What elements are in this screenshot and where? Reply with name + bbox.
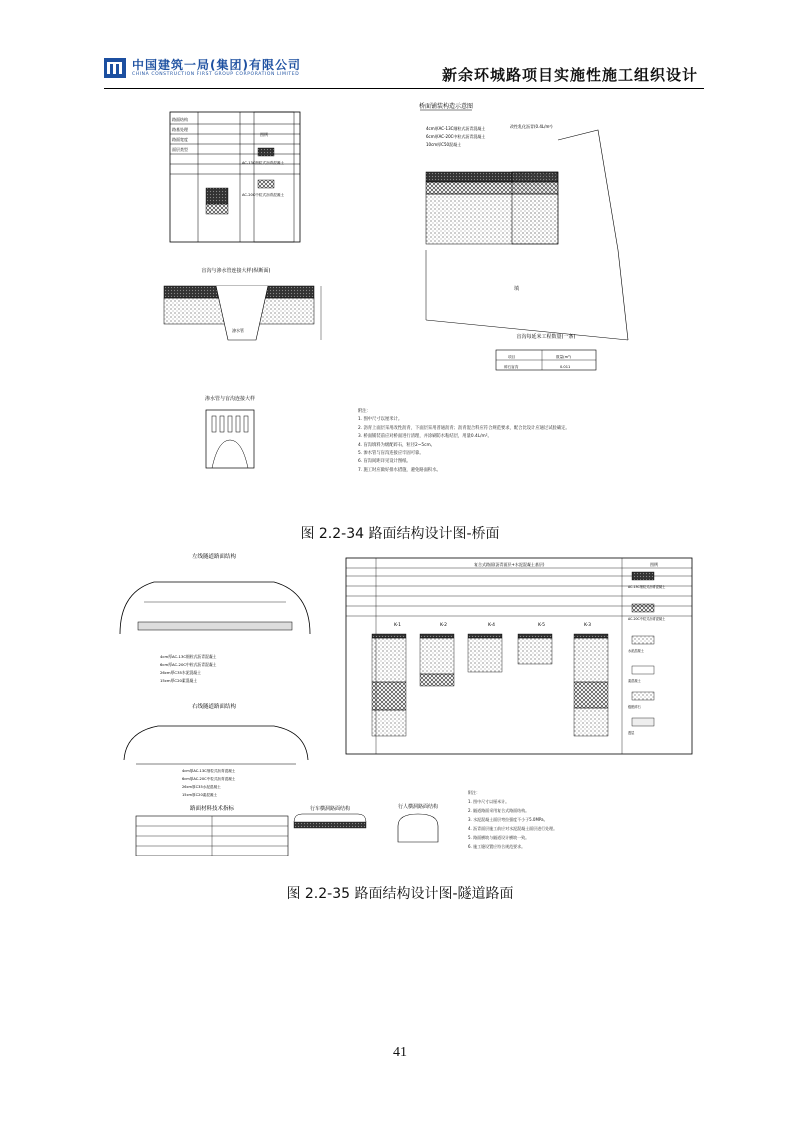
- qty-row-amount: 0.011: [560, 365, 571, 369]
- legend-label: 图例: [260, 132, 268, 137]
- grid-col-3: K-4: [488, 623, 495, 628]
- grid-legend-item-4: 素混凝土: [628, 679, 641, 683]
- qty-row-item: 碎石盲沟: [504, 365, 519, 369]
- page-number: 41: [393, 1045, 407, 1060]
- aggregate-table-title: 路面材料技术指标: [189, 806, 235, 812]
- drain-pipe-title: 渗水管与盲沟连接大样: [204, 396, 256, 402]
- tunnel-layer-2: 6cm厚AC-20C中粒式沥青混凝土: [160, 662, 217, 667]
- note-line: 5. 路面横坡与隧道设计横坡一致。: [468, 835, 530, 840]
- tunnel-detail-layer-3: 26cm厚C35水泥混凝土: [182, 785, 221, 789]
- tunnel-detail-layer-2: 6cm厚AC-20C中粒式沥青混凝土: [182, 777, 236, 781]
- bridge-layer-3: 10cm厚C50混凝土: [426, 142, 462, 147]
- qty-header-amount: 数量(m³): [556, 355, 571, 359]
- tunnel-notes: [468, 788, 698, 851]
- grid-col-5: K-3: [584, 623, 591, 628]
- note-line: 3. 桥面铺装前应对桥面进行清理，并涂刷防水粘结层，用量0.4L/m²。: [358, 434, 492, 440]
- note-line: 3. 水泥混凝土面层弯拉强度不小于5.0MPa。: [468, 817, 548, 822]
- grid-legend-item-3: 水泥混凝土: [628, 649, 644, 653]
- bridge-notes: [358, 408, 680, 475]
- tunnel-layer-4: 15cm厚C20素混凝土: [160, 678, 198, 683]
- tunnel-right-title: 右线隧道路面结构: [191, 704, 237, 710]
- company-name-en: CHINA CONSTRUCTION FIRST GROUP CORPORATION LIMITED: [132, 72, 300, 77]
- note-line: 6. 施工缝设置应符合规范要求。: [468, 844, 526, 849]
- tunnel-layer-1: 4cm厚AC-13C细粒式沥青混凝土: [160, 654, 217, 659]
- grid-col-2: K-2: [440, 623, 447, 628]
- grid-legend-item-5: 级配碎石: [628, 705, 641, 709]
- note-line: 2. 沥青上面层采用改性沥青，下面层采用普通沥青；沥青混合料应符合规范要求，配合比设计应通过试验确定。: [358, 425, 570, 431]
- blind-drain-title: 盲沟与渗水管连接大样(纵断面): [201, 268, 271, 274]
- tunnel-layer-3: 26cm厚C35水泥混凝土: [160, 670, 201, 675]
- grid-col-1: K-1: [394, 623, 401, 628]
- note-line: 5. 渗水管与盲沟连接应牢固可靠。: [358, 451, 424, 457]
- company-logo-icon: [104, 58, 126, 78]
- tunnel-pavement-drawing: [114, 542, 696, 762]
- company-name-cn: 中国建筑一局(集团)有限公司: [132, 58, 301, 72]
- grid-legend-item-2: AC-20C中粒式沥青混凝土: [628, 617, 666, 621]
- note-line: 4. 盲沟填料为级配碎石，粒径2~5cm。: [358, 442, 435, 448]
- tunnel-left-title: 左线隧道路面结构: [191, 554, 237, 560]
- pavement-structure-table: [170, 112, 300, 242]
- bridge-layer-1: 4cm厚AC-13C细粒式沥青混凝土: [426, 126, 486, 131]
- note-line: 4. 沥青面层施工前应对水泥混凝土面层进行处理。: [468, 826, 558, 831]
- figure-caption-tunnel: 图 2.2-35 路面结构设计图-隧道路面: [286, 886, 514, 902]
- note-line: 7. 施工时应做好排水措施，避免路面积水。: [358, 467, 441, 473]
- grid-header: 复合式路面(沥青面层+水泥混凝土基层): [474, 562, 545, 567]
- tunnel-details-drawing: [114, 762, 454, 856]
- bridge-tack-coat: 改性乳化沥青(0.4L/m²): [510, 124, 553, 129]
- grid-legend-item-6: 透层: [628, 731, 635, 735]
- legend-item-1: AC-13C细粒式沥青混凝土: [242, 161, 285, 165]
- table-row-1: 路面结构: [172, 117, 188, 122]
- grid-legend-label: 图例: [650, 562, 658, 567]
- sidewalk-title: 行车横洞路面结构: [309, 806, 351, 812]
- note-line: 1. 图中尺寸以厘米计。: [468, 799, 510, 804]
- document-title: 新余环城路项目实施性施工组织设计: [441, 66, 698, 84]
- page-header: [104, 52, 704, 89]
- grid-legend-item-1: AC-13C细粒式沥青混凝土: [628, 585, 666, 589]
- tunnel-detail-layer-4: 15cm厚C20素混凝土: [182, 793, 218, 797]
- note-line: 1. 图中尺寸以厘米计。: [358, 417, 403, 423]
- bridge-deck-title: 桥面铺装构造示意图: [418, 103, 474, 110]
- svg-text:填: 填: [514, 286, 520, 292]
- ped-title: 行人横洞路面结构: [397, 804, 439, 810]
- table-row-4: 面层类型: [172, 147, 188, 152]
- table-row-2: 路基处理: [172, 127, 188, 132]
- note-line: 2. 隧道路面采用复合式路面结构。: [468, 808, 530, 813]
- table-row-3: 路面宽度: [172, 137, 188, 142]
- notes-label: 附注：: [358, 409, 371, 414]
- note-line: 6. 盲沟间距详见设计图纸。: [358, 459, 411, 465]
- figure-caption-bridge: 图 2.2-34 路面结构设计图-桥面: [300, 526, 500, 542]
- drain-pipe-label: 渗水管: [232, 328, 244, 333]
- blind-drain-qty-title: 盲沟每延米工程数量(一条): [516, 334, 576, 340]
- bridge-layer-2: 6cm厚AC-20C中粒式沥青混凝土: [426, 134, 486, 139]
- notes-label: 附注：: [468, 790, 480, 795]
- grid-col-4: K-5: [538, 623, 545, 628]
- tunnel-detail-layer-1: 4cm厚AC-13C细粒式沥青混凝土: [182, 769, 236, 773]
- legend-item-2: AC-20C中粒式沥青混凝土: [242, 193, 285, 197]
- qty-header-item: 项目: [508, 355, 516, 359]
